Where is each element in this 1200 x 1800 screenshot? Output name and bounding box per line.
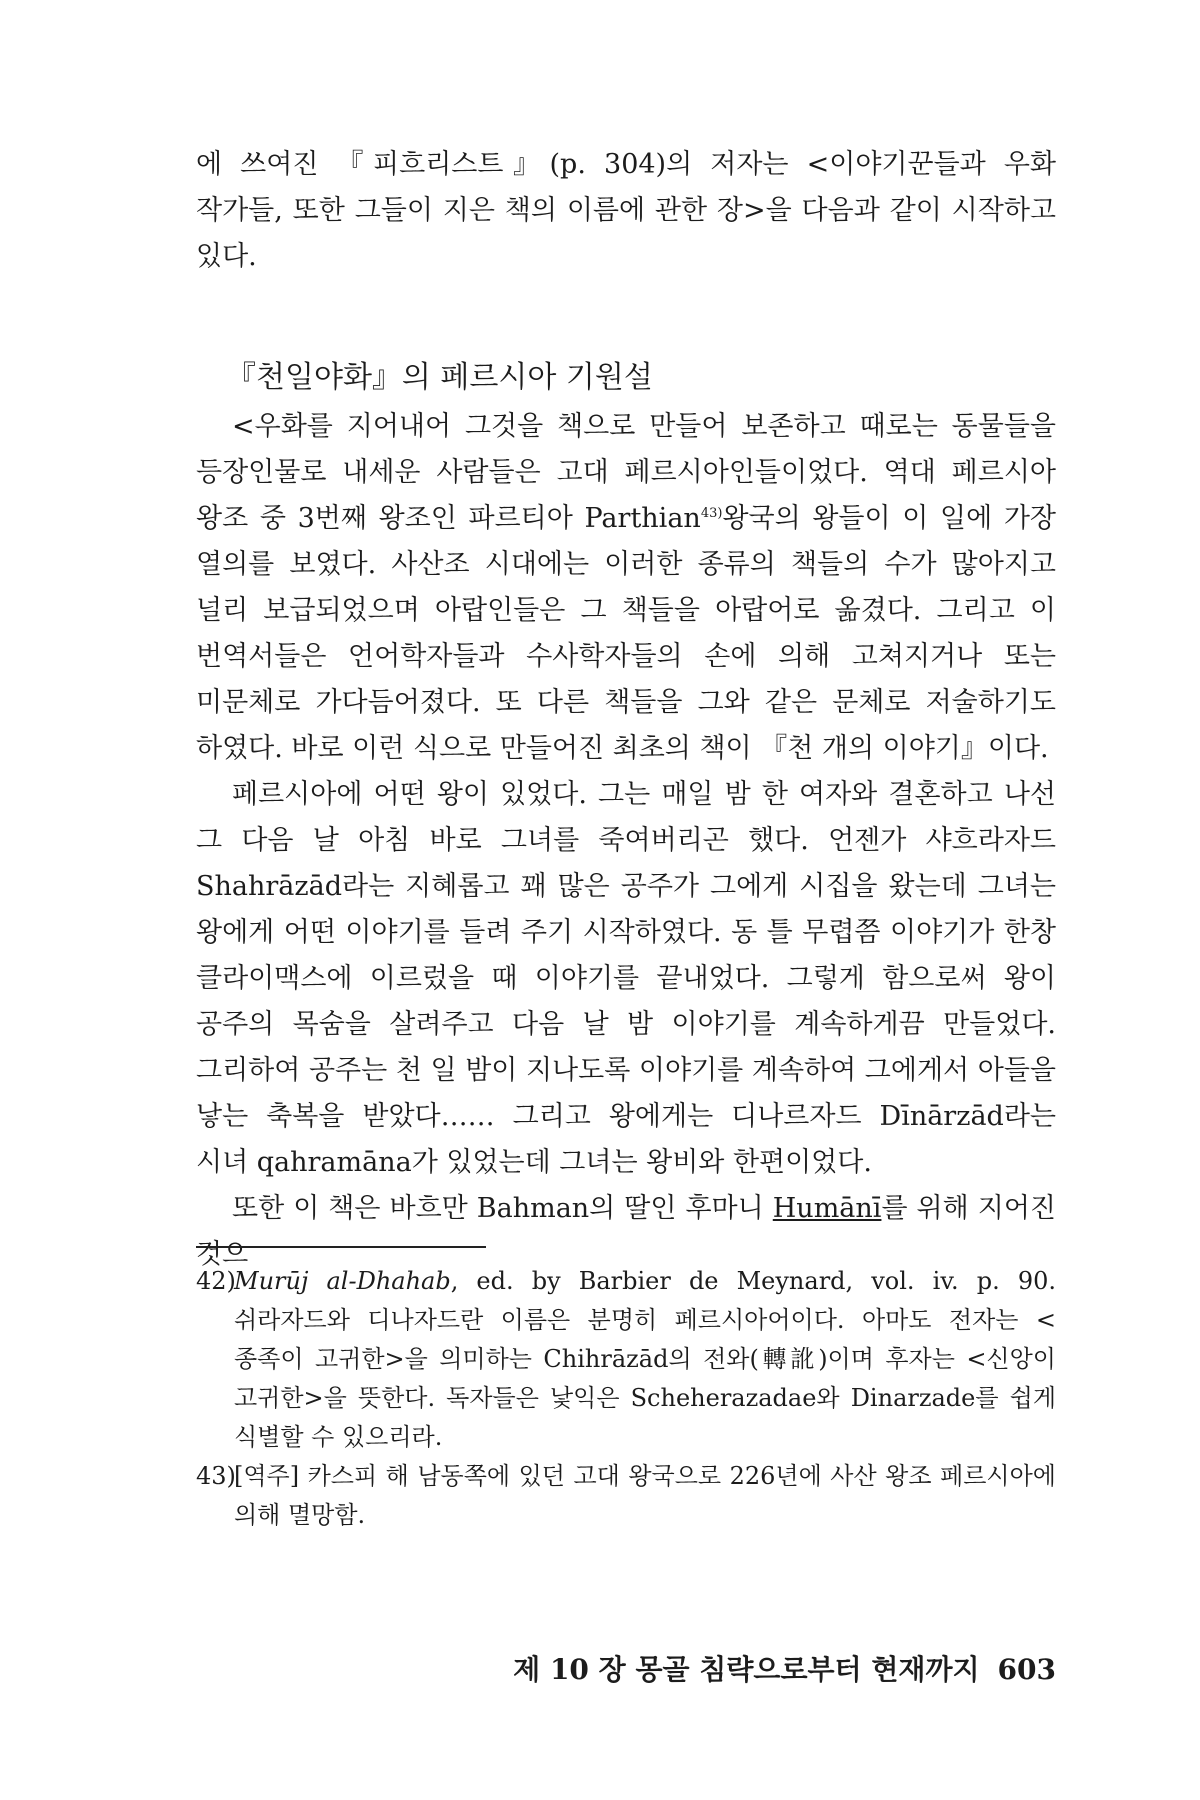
paragraph-text: <우화를 지어내어 그것을 책으로 만들어 보존하고 때로는 동물들을 등장인물로 내세운 사람들은 고대 페르시아인들이었다. 역대 페르시아 왕조 중 3번째 왕조인 파르티아 Parthian	[196, 411, 1056, 534]
footnote-number: 42)	[196, 1267, 236, 1295]
paragraph-text: 왕국의 왕들이 이 일에 가장 열의를 보였다. 사산조 시대에는 이러한 종류의 책들의 수가 많아지고 널리 보급되었으며 아랍인들은 그 책들을 아랍어로 옮겼다. 그리고 이 번역서들은 언어학자들과 수사학자들의 손에 의해 고쳐지거나 또는 미문체로 가다듬어졌다. 또 다른 책들을 그와 같은 문체로 저술하기도 하였다. 바로 이런 식으로 만들어진 최초의 책이 『천 개의 이야기』이다.	[196, 503, 1056, 764]
footnotes	[196, 1262, 1056, 1535]
intro-paragraph: 에 쓰여진 『피흐리스트』(p. 304)의 저자는 <이야기꾼들과 우화 작가들, 또한 그들이 지은 책의 이름에 관한 장>을 다음과 같이 시작하고 있다.	[196, 149, 1056, 272]
footnote-book-title: Murūj al-Dhahab	[234, 1267, 451, 1295]
page-footer	[513, 1648, 1056, 1688]
footnote-number: 43)	[196, 1462, 236, 1490]
page-number: 603	[997, 1653, 1056, 1686]
paragraph-text: 또한 이 책은 바흐만 Bahman의 딸인 후마니	[232, 1193, 773, 1224]
body-paragraph	[196, 404, 1056, 772]
footnote-text: [역주] 카스피 해 남동쪽에 있던 고대 왕국으로 226년에 사산 왕조 페르시아에 의해 멸망함.	[234, 1462, 1056, 1529]
footnote-divider	[196, 1246, 486, 1248]
footnote	[196, 1457, 1056, 1535]
footnote-ref: 43)	[700, 506, 723, 521]
paragraph-text: 를 위해 지어진 것으	[196, 1193, 1056, 1270]
section-heading: 『천일야화』의 페르시아 기원설	[226, 360, 653, 395]
body-paragraph: 페르시아에 어떤 왕이 있었다. 그는 매일 밤 한 여자와 결혼하고 나선 그 다음 날 아침 바로 그녀를 죽여버리곤 했다. 언젠가 샤흐라자드 Shahrāzād라는 지혜롭고 꽤 많은 공주가 그에게 시집을 왔는데 그녀는 왕에게 어떤 이야기를 들려 주기 시작하였다. 동 틀 무렵쯤 이야기가 한창 클라이맥스에 이르렀을 때 이야기를 끝내었다. 그렇게 함으로써 왕이 공주의 목숨을 살려주고 다음 날 밤 이야기를 계속하게끔 만들었다. 그리하여 공주는 천 일 밤이 지나도록 이야기를 계속하여 그에게서 아들을 낳는 축복을 받았다…… 그리고 왕에게는 디나르자드 Dīnārzād라는 시녀 qahramāna가 있었는데 그녀는 왕비와 한편이었다.	[196, 779, 1056, 1178]
footnote-text: , ed. by Barbier de Meynard, vol. iv. p. 90. 쉬라자드와 디나자드란 이름은 분명히 페르시아어이다. 아마도 전자는 <종족이 고귀한>을 의미하는 Chihrāzād의 전와(轉訛)이며 후자는 <신앙이 고귀한>을 뜻한다. 독자들은 낯익은 Scheherazadae와 Dinarzade를 쉽게 식별할 수 있으리라.	[234, 1267, 1056, 1451]
body-text	[196, 404, 1056, 1278]
footnote	[196, 1262, 1056, 1457]
underlined-name: Humānī	[772, 1193, 882, 1224]
chapter-title: 제 10 장 몽골 침략으로부터 현재까지	[513, 1653, 980, 1686]
